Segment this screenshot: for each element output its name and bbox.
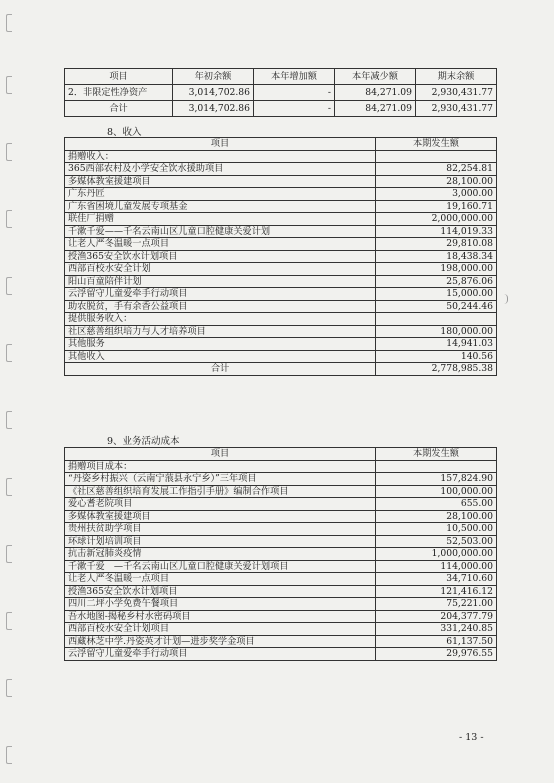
cell-item: 《社区慈善组织培育发展工作指引手册》编制合作项目 xyxy=(65,485,376,498)
cell-item: 联佳厂捐赠 xyxy=(65,213,376,226)
total-label: 合计 xyxy=(65,363,376,376)
cell-item: 让老人严冬温暖一点项目 xyxy=(65,573,376,586)
cell-amount: 28,100.00 xyxy=(376,175,497,188)
table-row xyxy=(65,238,497,251)
cell-item: 让老人严冬温暖一点项目 xyxy=(65,238,376,251)
cell-item: 千漱千爱 —千名云南山区儿童口腔健康关爱计划项目 xyxy=(65,560,376,573)
table-row xyxy=(65,325,497,338)
table-row xyxy=(65,200,497,213)
table-row xyxy=(65,598,497,611)
table-row xyxy=(65,548,497,561)
header-closing: 期末余额 xyxy=(416,69,497,85)
cell-opening: 3,014,702.86 xyxy=(173,85,254,101)
cell-amount: 29,810.08 xyxy=(376,238,497,251)
cell-amount xyxy=(376,313,497,326)
cell-item: 阳山百童陪伴计划 xyxy=(65,275,376,288)
table-row xyxy=(65,585,497,598)
table-row xyxy=(65,610,497,623)
cell-item: 授渔365安全饮水计划项目 xyxy=(65,250,376,263)
income-table xyxy=(64,137,497,376)
header-decrease: 本年减少额 xyxy=(335,69,416,85)
cell-amount: 2,000,000.00 xyxy=(376,213,497,226)
table-row xyxy=(65,350,497,363)
cell-item: 四川二坪小学免费午餐项目 xyxy=(65,598,376,611)
cell-item: 捐赠收入： xyxy=(65,150,376,163)
cell-item: 提供服务收入： xyxy=(65,313,376,326)
table-row xyxy=(65,150,497,163)
cell-amount xyxy=(376,460,497,473)
cell-opening: 3,014,702.86 xyxy=(173,101,254,117)
cell-decrease: 84,271.09 xyxy=(335,101,416,117)
cell-amount: 14,941.03 xyxy=(376,338,497,351)
cell-item: “丹姿乡村振兴（云南宁蒗县永宁乡）”三年项目 xyxy=(65,473,376,486)
cell-item: 广东丹匠 xyxy=(65,188,376,201)
table-row xyxy=(65,473,497,486)
cell-item: 抗击新冠肺炎疫情 xyxy=(65,548,376,561)
cell-amount: 15,000.00 xyxy=(376,288,497,301)
cell-amount: 29,976.55 xyxy=(376,648,497,661)
cell-item: 多媒体教室援建项目 xyxy=(65,510,376,523)
page-number: - 13 - xyxy=(459,732,484,743)
cost-table xyxy=(64,447,497,661)
cell-item: 贵州扶贫助学项目 xyxy=(65,523,376,536)
cell-item: 多媒体教室援建项目 xyxy=(65,175,376,188)
cell-amount xyxy=(376,150,497,163)
table-row xyxy=(65,175,497,188)
cell-amount: 18,438.34 xyxy=(376,250,497,263)
header-item: 项目 xyxy=(65,448,376,461)
cell-amount: 157,824.90 xyxy=(376,473,497,486)
cell-amount: 52,503.00 xyxy=(376,535,497,548)
cell-item: 社区慈善组织培力与人才培养项目 xyxy=(65,325,376,338)
table-row xyxy=(65,263,497,276)
table-row xyxy=(65,188,497,201)
cell-item: 千漱千爱——千名云南山区儿童口腔健康关爱计划 xyxy=(65,225,376,238)
header-amount: 本期发生额 xyxy=(376,448,497,461)
header-opening: 年初余额 xyxy=(173,69,254,85)
cell-amount: 140.56 xyxy=(376,350,497,363)
cell-item: 广东省困境儿童发展专项基金 xyxy=(65,200,376,213)
cell-amount: 198,000.00 xyxy=(376,263,497,276)
cell-item: 云浮留守儿童爱牵手行动项目 xyxy=(65,288,376,301)
cell-amount: 50,244.46 xyxy=(376,300,497,313)
table-row xyxy=(65,535,497,548)
header-amount: 本期发生额 xyxy=(376,138,497,151)
cell-item: 助农脱贫，手有余香公益项目 xyxy=(65,300,376,313)
cell-item: 西藏林芝中学.丹姿英才计划—进步奖学金项目 xyxy=(65,635,376,648)
pencil-tick-mark xyxy=(501,294,508,304)
table-row xyxy=(65,560,497,573)
cell-amount: 75,221.00 xyxy=(376,598,497,611)
table-row xyxy=(65,338,497,351)
table-row xyxy=(65,573,497,586)
cell-item: 合计 xyxy=(65,101,173,117)
net-assets-table xyxy=(64,68,497,117)
cell-increase: - xyxy=(254,85,335,101)
header-increase: 本年增加额 xyxy=(254,69,335,85)
cell-amount: 180,000.00 xyxy=(376,325,497,338)
cell-item: 其他收入 xyxy=(65,350,376,363)
table-row xyxy=(65,648,497,661)
table-row xyxy=(65,275,497,288)
cell-increase: - xyxy=(254,101,335,117)
binding-margin-marks xyxy=(6,0,14,783)
cell-amount: 82,254.81 xyxy=(376,163,497,176)
cell-item: 其他服务 xyxy=(65,338,376,351)
table-row xyxy=(65,300,497,313)
cell-item: 捐赠项目成本： xyxy=(65,460,376,473)
table-header-row xyxy=(65,448,497,461)
cell-amount: 100,000.00 xyxy=(376,485,497,498)
table-row xyxy=(65,250,497,263)
cell-amount: 28,100.00 xyxy=(376,510,497,523)
cell-decrease: 84,271.09 xyxy=(335,85,416,101)
cell-amount: 3,000.00 xyxy=(376,188,497,201)
table-row xyxy=(65,623,497,636)
table-row xyxy=(65,523,497,536)
cell-amount: 114,019.33 xyxy=(376,225,497,238)
cell-item: 西部百校水安全计划 xyxy=(65,263,376,276)
cell-item: 爱心耆老院项目 xyxy=(65,498,376,511)
cell-item: 环球计划培训项目 xyxy=(65,535,376,548)
cell-amount: 121,416.12 xyxy=(376,585,497,598)
table-row xyxy=(65,485,497,498)
cell-amount: 655.00 xyxy=(376,498,497,511)
cell-amount: 331,240.85 xyxy=(376,623,497,636)
cell-item: 西部百校水安全计划项目 xyxy=(65,623,376,636)
cell-amount: 25,876.06 xyxy=(376,275,497,288)
table-row xyxy=(65,225,497,238)
cell-amount: 10,500.00 xyxy=(376,523,497,536)
cell-amount: 34,710.60 xyxy=(376,573,497,586)
total-value: 2,778,985.38 xyxy=(376,363,497,376)
cell-amount: 114,000.00 xyxy=(376,560,497,573)
table-row xyxy=(65,101,497,117)
table-row xyxy=(65,85,497,101)
table-header-row xyxy=(65,69,497,85)
cell-item: 吾水地图-揭秘乡村水密码项目 xyxy=(65,610,376,623)
cell-amount: 19,160.71 xyxy=(376,200,497,213)
cell-amount: 1,000,000.00 xyxy=(376,548,497,561)
cell-item: 授渔365安全饮水计划项目 xyxy=(65,585,376,598)
header-item: 项目 xyxy=(65,69,173,85)
cell-item: 365西部农村及小学安全饮水援助项目 xyxy=(65,163,376,176)
table-row xyxy=(65,635,497,648)
cell-closing: 2,930,431.77 xyxy=(416,85,497,101)
table-row xyxy=(65,213,497,226)
table-row xyxy=(65,163,497,176)
cell-amount: 204,377.79 xyxy=(376,610,497,623)
header-item: 项目 xyxy=(65,138,376,151)
table-row xyxy=(65,460,497,473)
cell-item: 云浮留守儿童爱牵手行动项目 xyxy=(65,648,376,661)
table-row xyxy=(65,288,497,301)
section-title-cost: 9、业务活动成本 xyxy=(107,436,180,447)
cell-closing: 2,930,431.77 xyxy=(416,101,497,117)
table-row xyxy=(65,510,497,523)
section-title-income: 8、收入 xyxy=(107,127,142,138)
table-total-row xyxy=(65,363,497,376)
table-row xyxy=(65,498,497,511)
table-row xyxy=(65,313,497,326)
cell-amount: 61,137.50 xyxy=(376,635,497,648)
cell-item: 2．非限定性净资产 xyxy=(65,85,173,101)
table-header-row xyxy=(65,138,497,151)
